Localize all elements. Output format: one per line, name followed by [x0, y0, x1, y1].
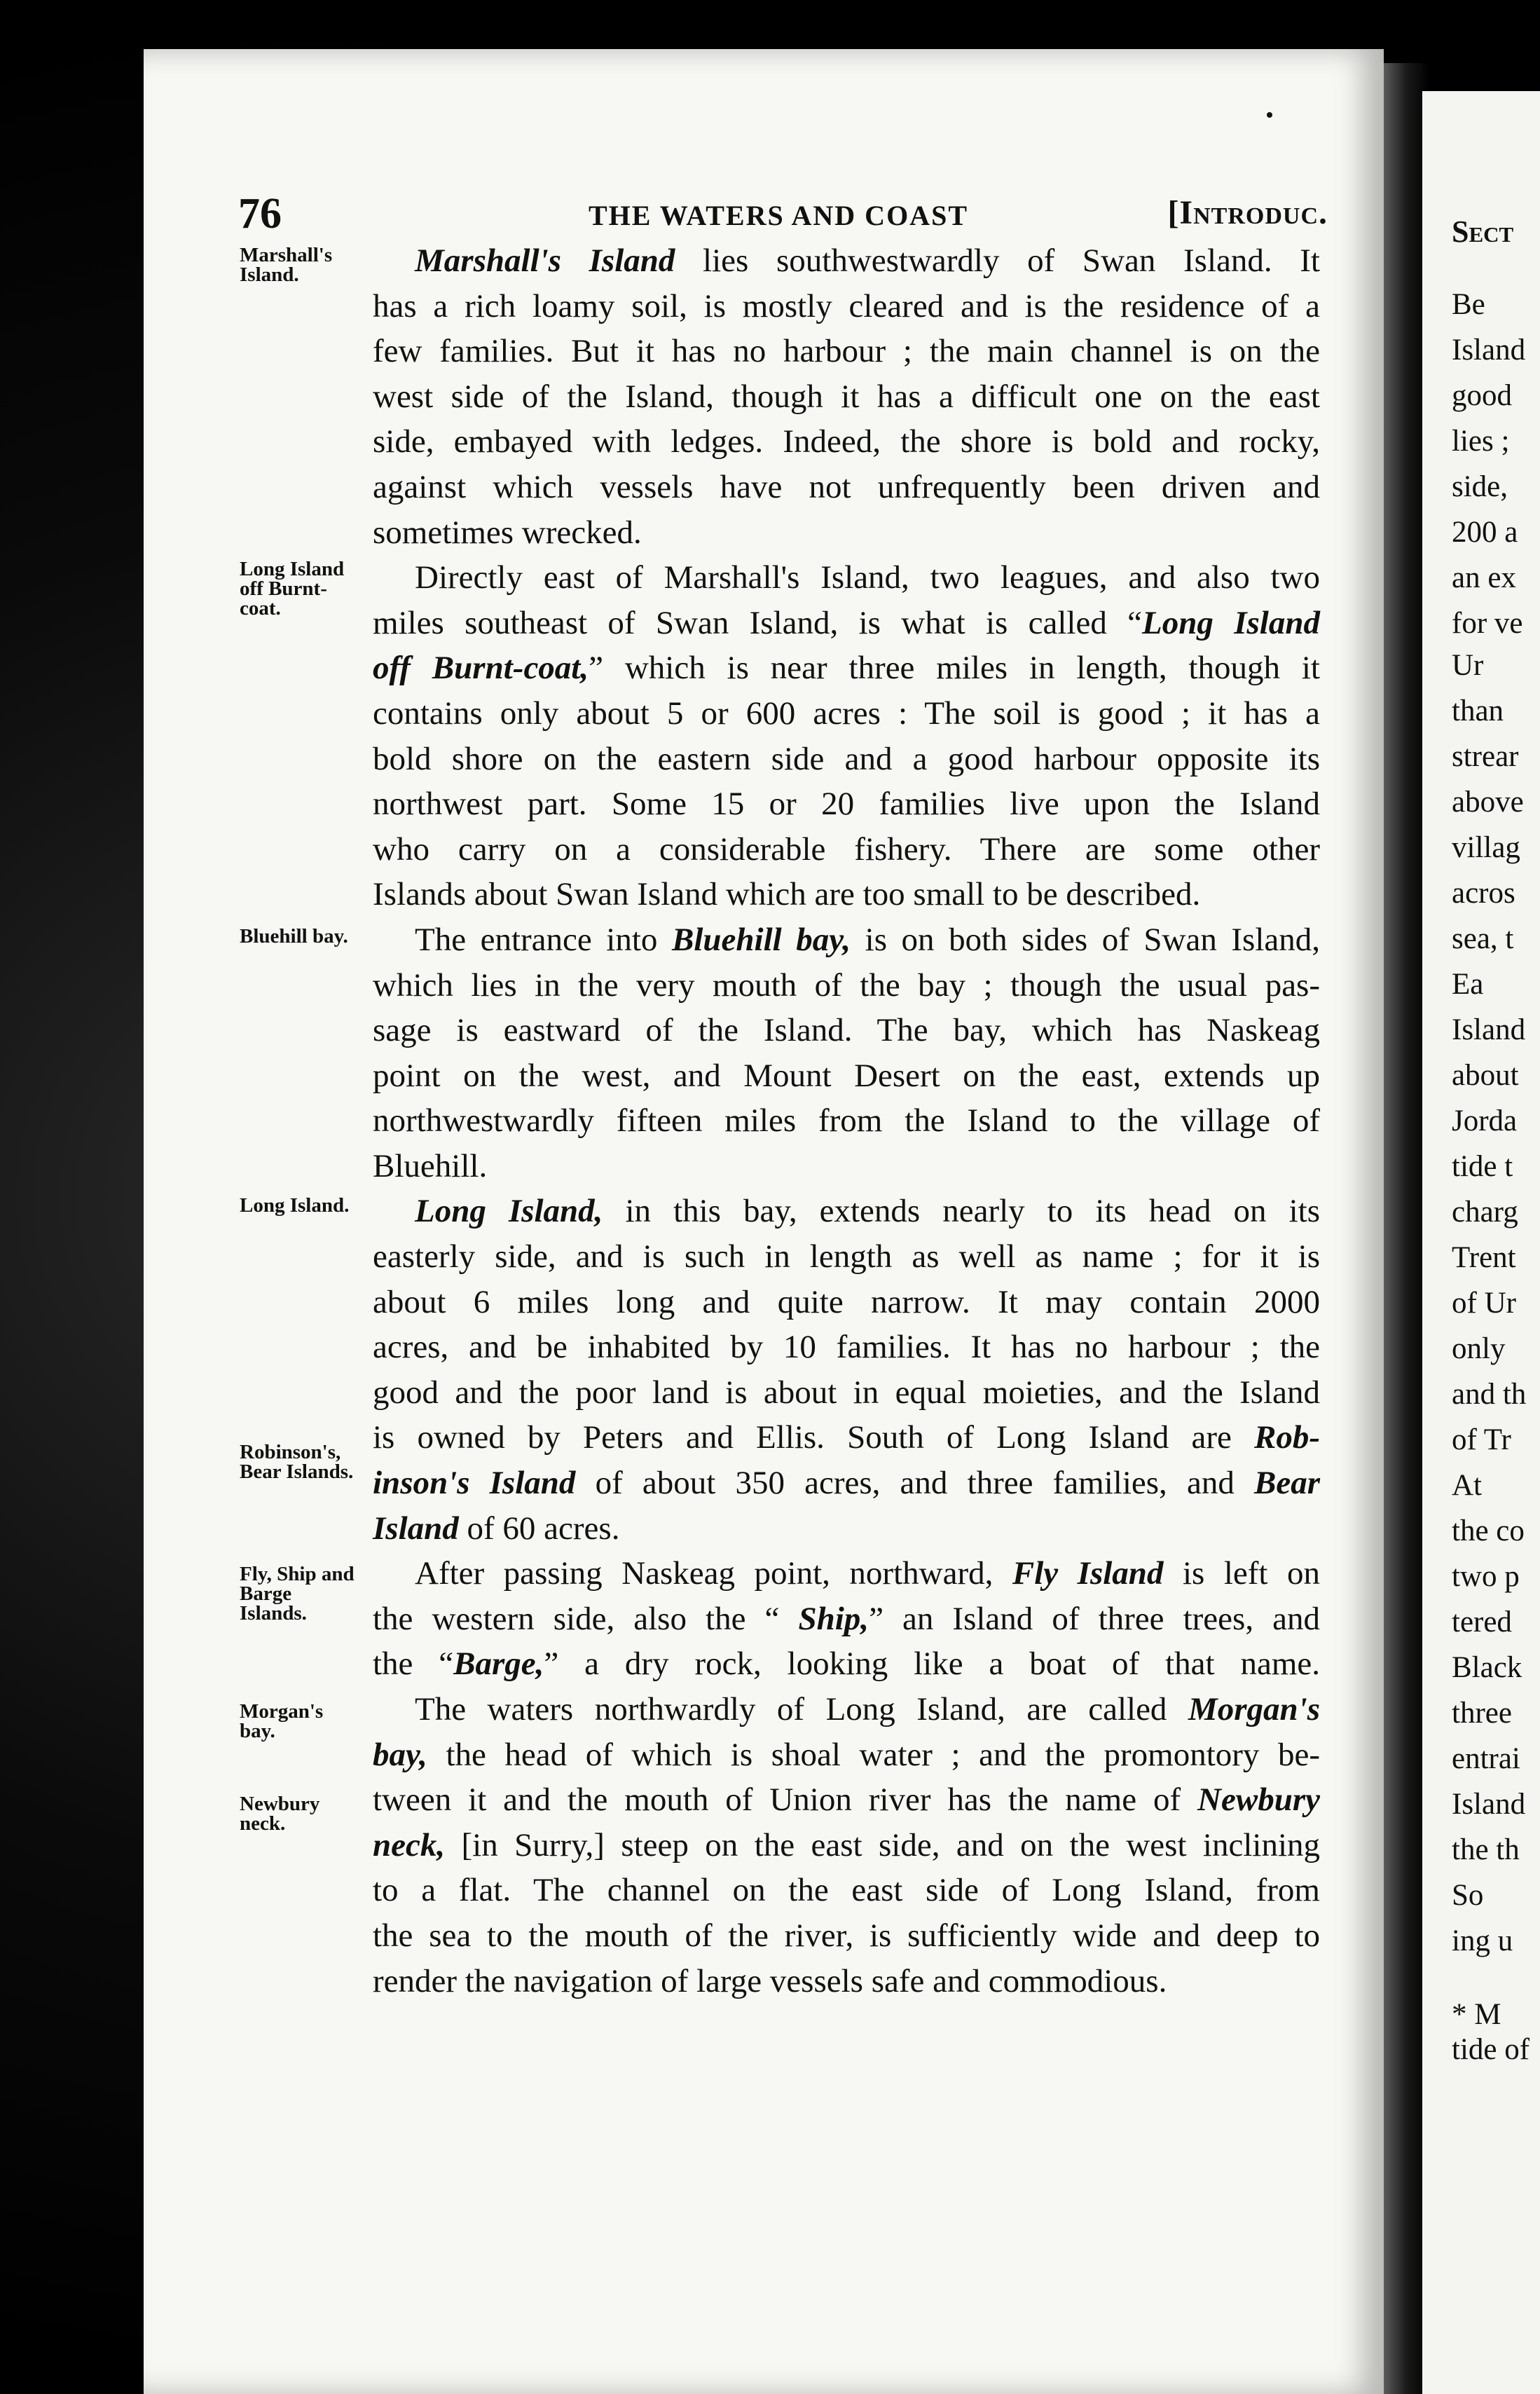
text-line: tween it and the mouth of Union river has the name of Newbury — [373, 1781, 1320, 1819]
facing-page-line: Jorda — [1452, 1104, 1518, 1137]
facing-page-line: charg — [1452, 1196, 1518, 1229]
facing-page-line: strear — [1452, 740, 1519, 773]
facing-page-line: Island — [1452, 1788, 1526, 1821]
facing-page-line: about — [1452, 1059, 1519, 1092]
text-line: neck, [in Surry,] steep on the east side, and on the west inclining — [373, 1826, 1320, 1863]
text-line: against which vessels have not unfrequently been driven and — [373, 468, 1320, 505]
text-line: the sea to the mouth of the river, is sufficiently wide and deep to — [373, 1917, 1320, 1954]
facing-page-line: Ea — [1452, 968, 1484, 1001]
text-line: Bluehill. — [373, 1147, 488, 1184]
text-line: who carry on a considerable fishery. There are some other — [373, 830, 1320, 868]
text-line: point on the west, and Mount Desert on the east, extends up — [373, 1057, 1320, 1094]
text-line: miles southeast of Swan Island, is what is called “Long Island — [373, 604, 1320, 641]
text-line: acres, and be inhabited by 10 families. It has no harbour ; the — [373, 1329, 1320, 1366]
text-line: few families. But it has no harbour ; the main channel is on the — [373, 333, 1320, 370]
facing-page-line: Island — [1452, 334, 1526, 367]
margin-note-bluehill-bay: Bluehill bay. — [240, 925, 348, 948]
text-line: off Burnt-coat,” which is near three miles in length, though it — [373, 650, 1320, 687]
facing-page-line: side, — [1452, 470, 1508, 503]
facing-page-line: for ve — [1452, 607, 1523, 640]
text-line: has a rich loamy soil, is mostly cleared and is the residence of a — [373, 287, 1320, 324]
margin-note-robinsons-bear-islands: Robinson's, Bear Islands. — [240, 1441, 354, 1483]
page-header — [238, 189, 1328, 238]
facing-page-header: Sect — [1452, 214, 1514, 249]
facing-page-line: two p — [1452, 1560, 1520, 1593]
text-line: Islands about Swan Island which are too small to be described. — [373, 876, 1201, 913]
text-line: is owned by Peters and Ellis. South of Long Island are Rob- — [373, 1419, 1320, 1456]
text-line: side, embayed with ledges. Indeed, the shore is bold and rocky, — [373, 423, 1320, 460]
facing-page-line: the co — [1452, 1514, 1525, 1547]
text-line: about 6 miles long and quite narrow. It may contain 2000 — [373, 1283, 1320, 1320]
margin-note-long-island: Long Island. — [240, 1194, 350, 1217]
facing-page-line: sea, t — [1452, 922, 1514, 955]
text-line: The waters northwardly of Long Island, are called Morgan's — [415, 1691, 1320, 1728]
text-line: bold shore on the eastern side and a good harbour opposite its — [373, 740, 1320, 777]
text-line: render the navigation of large vessels safe and commodious. — [373, 1962, 1167, 1999]
facing-page — [1422, 91, 1540, 2394]
facing-page-line: 200 a — [1452, 516, 1518, 549]
text-line: west side of the Island, though it has a difficult one on the east — [373, 378, 1320, 415]
facing-page-line: So — [1452, 1879, 1484, 1912]
facing-page-line: entrai — [1452, 1742, 1520, 1775]
facing-page-line: of Ur — [1452, 1287, 1516, 1320]
margin-note-newbury-neck: Newbury neck. — [240, 1793, 320, 1835]
facing-page-line: three — [1452, 1697, 1512, 1730]
facing-page-line: Be — [1452, 288, 1485, 321]
text-line: the “Barge,” a dry rock, looking like a boat of that name. — [373, 1646, 1320, 1683]
text-line: northwestwardly fifteen miles from the Island to the village of — [373, 1102, 1320, 1140]
page-number: 76 — [238, 190, 282, 238]
facing-page-line: above — [1452, 786, 1524, 819]
text-line: easterly side, and is such in length as well as name ; for it is — [373, 1238, 1320, 1275]
text-line: bay, the head of which is shoal water ; and the promontory be- — [373, 1736, 1320, 1773]
scan-speck — [1267, 112, 1272, 118]
facing-page-line: good — [1452, 379, 1512, 412]
margin-note-long-island-burnt-coat: Long Island off Burnt-coat. — [240, 558, 345, 620]
facing-page-line: lies ; — [1452, 425, 1510, 458]
facing-page-line: Trent — [1452, 1241, 1516, 1274]
body-text — [373, 238, 1320, 2004]
facing-page-line: and th — [1452, 1378, 1527, 1411]
margin-note-fly-ship-barge-islands: Fly, Ship and Barge Islands. — [240, 1563, 355, 1624]
facing-page-line: the th — [1452, 1833, 1520, 1866]
text-line: good and the poor land is about in equal moieties, and the Island — [373, 1374, 1320, 1411]
running-title: THE WATERS AND COAST — [589, 200, 968, 231]
margin-note-morgans-bay: Morgan's bay. — [240, 1700, 324, 1742]
text-line: Directly east of Marshall's Island, two leagues, and also two — [415, 559, 1320, 596]
text-line: Island of 60 acres. — [373, 1510, 620, 1547]
text-line: After passing Naskeag point, northward, Fly Island is left on — [415, 1555, 1320, 1592]
facing-page-line: Ur — [1452, 649, 1484, 682]
text-line: The entrance into Bluehill bay, is on both sides of Swan Island, — [415, 921, 1320, 958]
margin-note-marshalls-island: Marshall's Island. — [240, 244, 333, 286]
text-line: sage is eastward of the Island. The bay, which has Naskeag — [373, 1012, 1320, 1049]
facing-page-line: Island — [1452, 1013, 1526, 1046]
facing-page-line: than — [1452, 695, 1504, 727]
facing-page-line: * M — [1452, 1998, 1501, 2031]
facing-page-line: tide t — [1452, 1150, 1513, 1183]
facing-page-line: of Tr — [1452, 1423, 1511, 1456]
text-line: sometimes wrecked. — [373, 514, 642, 551]
text-line: northwest part. Some 15 or 20 families live upon the Island — [373, 786, 1320, 823]
text-line: Long Island, in this bay, extends nearly to its head on its — [415, 1193, 1320, 1230]
text-line: Marshall's Island lies southwestwardly of Swan Island. It — [415, 242, 1320, 279]
facing-page-line: Black — [1452, 1651, 1522, 1684]
facing-page-line: ing u — [1452, 1924, 1513, 1957]
facing-page-line: tide of — [1452, 2033, 1530, 2066]
text-line: to a flat. The channel on the east side of Long Island, from — [373, 1872, 1320, 1909]
text-line: which lies in the very mouth of the bay ; though the usual pas- — [373, 966, 1320, 1004]
facing-page-line: acros — [1452, 877, 1515, 910]
text-line: contains only about 5 or 600 acres : The soil is good ; it has a — [373, 695, 1320, 732]
facing-page-line: At — [1452, 1469, 1482, 1502]
section-label: [Introduc. — [1167, 194, 1328, 231]
facing-page-line: only — [1452, 1332, 1506, 1365]
text-line: inson's Island of about 350 acres, and three families, and Bear — [373, 1465, 1320, 1502]
text-line: the western side, also the “ Ship,” an Island of three trees, and — [373, 1600, 1320, 1637]
facing-page-line: an ex — [1452, 561, 1516, 594]
facing-page-line: tered — [1452, 1606, 1512, 1639]
facing-page-line: villag — [1452, 831, 1520, 864]
